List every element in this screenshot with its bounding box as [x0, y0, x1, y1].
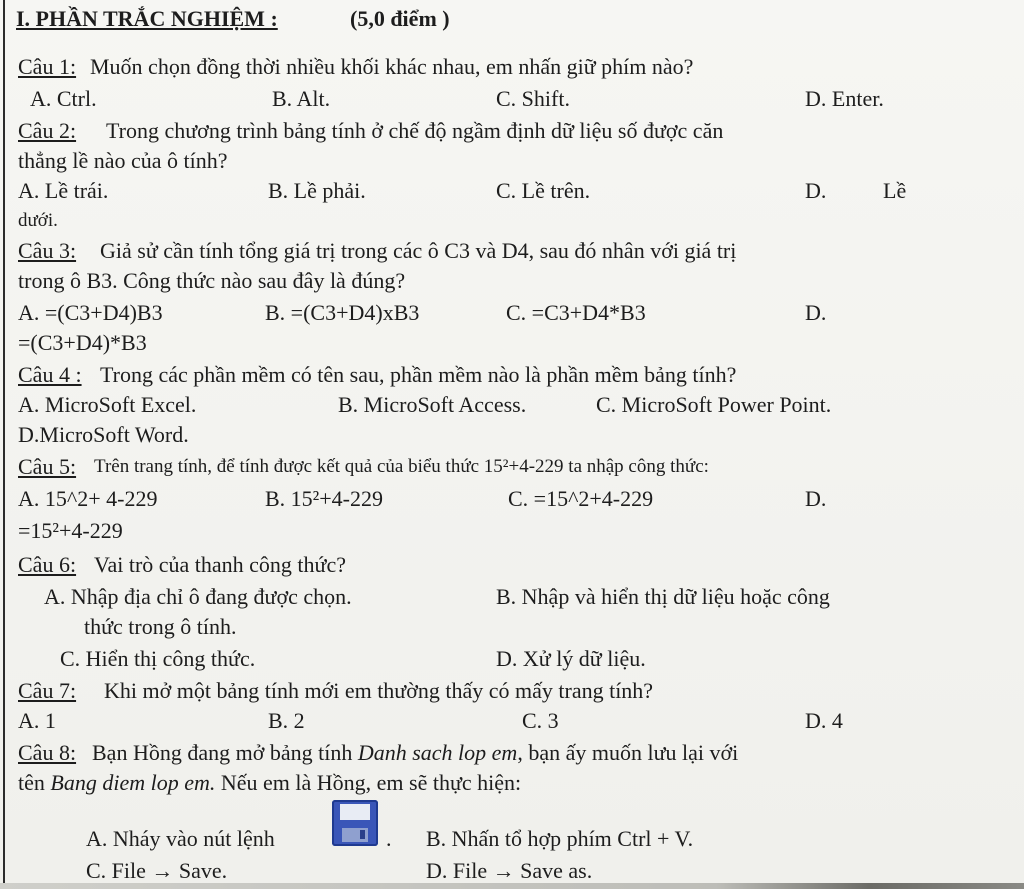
- floppy-disk-save-icon: [332, 800, 378, 846]
- q2-text-line2: thẳng lề nào của ô tính?: [18, 148, 228, 173]
- q2-option-b: B. Lề phải.: [268, 178, 366, 203]
- q2-option-d-letter: D.: [805, 178, 827, 203]
- q1-option-d: D. Enter.: [805, 86, 884, 111]
- q4-label: Câu 4 :: [18, 362, 82, 387]
- q5-label: Câu 5:: [18, 454, 77, 479]
- q6-text: Vai trò của thanh công thức?: [94, 552, 347, 577]
- q8-option-b: B. Nhấn tổ hợp phím Ctrl + V.: [426, 826, 694, 851]
- q7-option-a: A. 1: [18, 708, 56, 733]
- q3-option-d-cont: =(C3+D4)*B3: [18, 330, 147, 355]
- q6-label: Câu 6:: [18, 552, 77, 577]
- q5-option-d-cont: =15²+4-229: [18, 518, 123, 543]
- q2-label: Câu 2:: [18, 118, 77, 143]
- q4-text: Trong các phần mềm có tên sau, phần mềm nào là phần mềm bảng tính?: [100, 362, 737, 387]
- page-border: [3, 0, 5, 889]
- q8-text-line1-pre: Bạn Hồng đang mở bảng tính: [92, 740, 358, 765]
- q3-option-b: B. =(C3+D4)xB3: [265, 300, 420, 325]
- q7-text: Khi mở một bảng tính mới em thường thấy có mấy trang tính?: [104, 678, 654, 703]
- q1-option-a: A. Ctrl.: [30, 86, 97, 111]
- q5-option-a: A. 15^2+ 4-229: [18, 486, 158, 511]
- q4-option-c: C. MicroSoft Power Point.: [596, 392, 832, 417]
- q7-option-d: D. 4: [805, 708, 843, 733]
- q8-new-file-name: Bang diem lop em.: [50, 770, 216, 795]
- q6-option-b: B. Nhập và hiển thị dữ liệu hoặc công: [496, 584, 830, 609]
- q7-option-c: C. 3: [522, 708, 559, 733]
- q6-option-a: A. Nhập địa chỉ ô đang được chọn.: [44, 584, 352, 609]
- q7-option-b: B. 2: [268, 708, 305, 733]
- q8-text-line2-pre: tên: [18, 770, 51, 795]
- q1-label: Câu 1:: [18, 54, 77, 79]
- q1-text: Muốn chọn đồng thời nhiều khối khác nhau, em nhấn giữ phím nào?: [90, 54, 694, 79]
- q8-text-line2: [18, 770, 521, 796]
- q3-option-a: A. =(C3+D4)B3: [18, 300, 163, 325]
- q4-option-d: D.MicroSoft Word.: [18, 422, 189, 447]
- q5-option-d: D.: [805, 486, 827, 511]
- q2-option-d-cont: dưới.: [18, 210, 58, 231]
- save-icon-slot: [360, 830, 365, 839]
- bottom-edge-strip: [0, 883, 1024, 889]
- q8-label: Câu 8:: [18, 740, 77, 765]
- q3-text-line2: trong ô B3. Công thức nào sau đây là đúng?: [18, 268, 406, 293]
- q8-text-line1-post: , bạn ấy muốn lưu lại với: [517, 740, 739, 765]
- q6-option-d: D. Xử lý dữ liệu.: [496, 646, 646, 671]
- q4-option-a: A. MicroSoft Excel.: [18, 392, 197, 417]
- q3-label: Câu 3:: [18, 238, 77, 263]
- q2-text-line1: Trong chương trình bảng tính ở chế độ ngầm định dữ liệu số được căn: [106, 118, 724, 143]
- q8-option-c: C. File → Save.: [86, 858, 228, 883]
- q8-text-line2-post: Nếu em là Hồng, em sẽ thực hiện:: [215, 770, 522, 795]
- save-icon-label-area: [340, 804, 370, 820]
- q2-option-a: A. Lề trái.: [18, 178, 109, 203]
- q5-option-c: C. =15^2+4-229: [508, 486, 654, 511]
- q7-label: Câu 7:: [18, 678, 77, 703]
- section-points: (5,0 điểm ): [350, 6, 450, 31]
- q8-option-a-dot: .: [386, 826, 392, 851]
- q8-text-line1: [92, 740, 738, 766]
- q2-option-d-word: Lề: [883, 178, 907, 203]
- q3-text-line1: Giả sử cần tính tổng giá trị trong các ô C3 và D4, sau đó nhân với giá trị: [100, 238, 737, 263]
- q6-option-b-cont: thức trong ô tính.: [84, 614, 237, 639]
- q2-option-c: C. Lề trên.: [496, 178, 591, 203]
- q8-option-a: A. Nháy vào nút lệnh: [86, 826, 275, 851]
- q5-text: Trên trang tính, để tính được kết quả của biểu thức 15²+4-229 ta nhập công thức:: [94, 456, 709, 477]
- q3-option-c: C. =C3+D4*B3: [506, 300, 646, 325]
- q8-option-d: D. File → Save as.: [426, 858, 593, 883]
- q4-option-b: B. MicroSoft Access.: [338, 392, 527, 417]
- q3-option-d: D.: [805, 300, 827, 325]
- q1-option-c: C. Shift.: [496, 86, 570, 111]
- q1-option-b: B. Alt.: [272, 86, 331, 111]
- section-title: I. PHẦN TRẮC NGHIỆM :: [16, 6, 278, 31]
- q5-option-b: B. 15²+4-229: [265, 486, 384, 511]
- q6-option-c: C. Hiển thị công thức.: [60, 646, 256, 671]
- q8-file-name: Danh sach lop em: [357, 740, 518, 765]
